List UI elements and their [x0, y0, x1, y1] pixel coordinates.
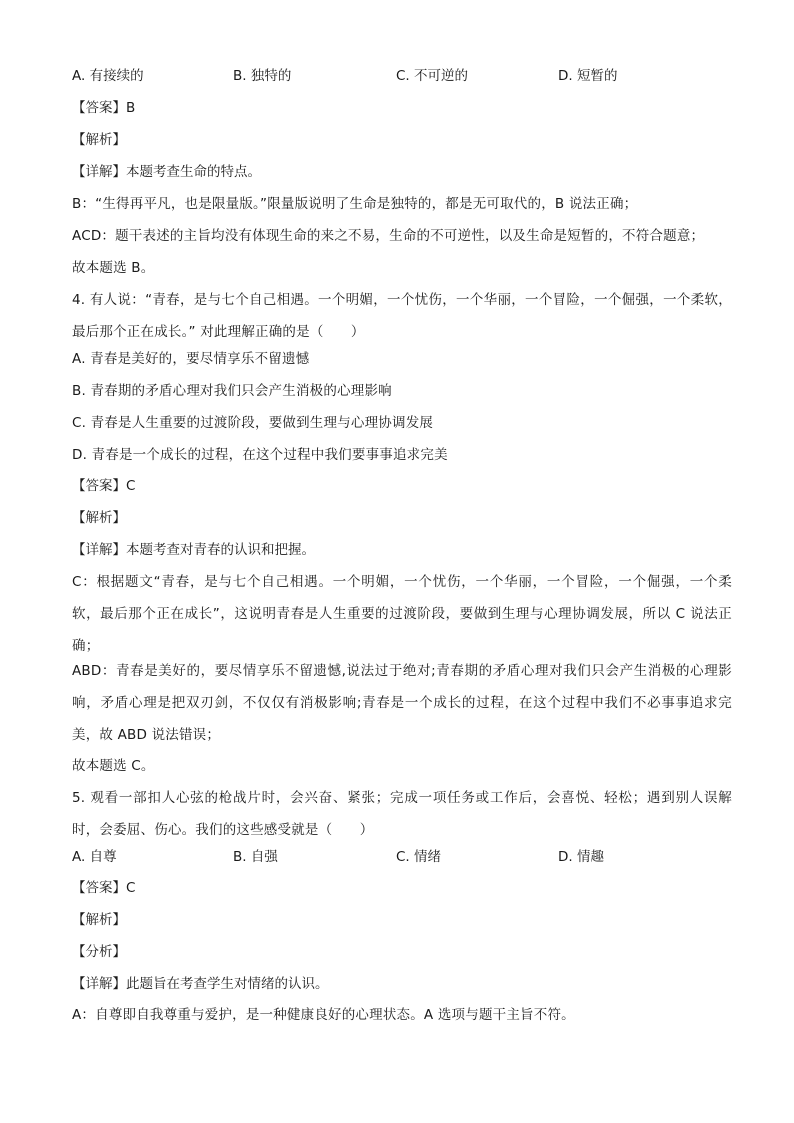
- q5-explanation-a: A：自尊即自我尊重与爱护，是一种健康良好的心理状态。A 选项与题干主旨不符。: [72, 1007, 575, 1023]
- q4-explanation-abd: ABD：青春是美好的，要尽情享乐不留遗憾,说法过于绝对;青春期的矛盾心理对我们只会产生消极的心理影响，矛盾心理是把双刃剑，不仅仅有消极影响;青春是一个成长的过程，在这个过程中我们不必事事追求完美，故 ABD 说法错误；: [72, 663, 732, 743]
- q5-option-b: B. 自强: [233, 849, 278, 865]
- q3-explanation-b: B：“生得再平凡，也是限量版。”限量版说明了生命是独特的，都是无可取代的，B 说法正确；: [72, 196, 638, 212]
- q5-option-a: A. 自尊: [72, 849, 117, 865]
- q5-analysis-heading: 【解析】: [72, 912, 126, 928]
- q3-option-d: D. 短暂的: [558, 68, 618, 84]
- q4-stem: 4. 有人说：“青春，是与七个自己相遇。一个明媚，一个忧伤，一个华丽，一个冒险，一个倔强，一个柔软，最后那个正在成长。” 对此理解正确的是（ ）: [72, 292, 732, 340]
- q3-explanation-acd: ACD：题干表述的主旨均没有体现生命的来之不易，生命的不可逆性，以及生命是短暂的，不符合题意；: [72, 228, 705, 244]
- q3-option-b: B. 独特的: [233, 68, 292, 84]
- q3-conclusion: 故本题选 B。: [72, 260, 155, 276]
- q3-options: [72, 67, 732, 85]
- q5-stem: 5. 观看一部扣人心弦的枪战片时，会兴奋、紧张；完成一项任务或工作后，会喜悦、轻松；遇到别人误解时，会委屈、伤心。我们的这些感受就是（ ）: [72, 790, 732, 838]
- q5-detail: 【详解】此题旨在考查学生对情绪的认识。: [72, 976, 329, 992]
- q4-option-b: B. 青春期的矛盾心理对我们只会产生消极的心理影响: [72, 383, 392, 399]
- q5-options: [72, 848, 732, 866]
- q3-detail: 【详解】本题考查生命的特点。: [72, 164, 261, 180]
- q4-detail: 【详解】本题考查对青春的认识和把握。: [72, 542, 315, 558]
- q4-analysis-heading: 【解析】: [72, 510, 126, 526]
- q3-option-a: A. 有接续的: [72, 68, 144, 84]
- q3-analysis-heading: 【解析】: [72, 132, 126, 148]
- q5-option-c: C. 情绪: [396, 849, 442, 865]
- q4-answer: 【答案】C: [72, 478, 136, 494]
- q5-answer: 【答案】C: [72, 880, 136, 896]
- q4-explanation-c: C：根据题文“青春，是与七个自己相遇。一个明媚，一个忧伤，一个华丽，一个冒险，一个倔强，一个柔软，最后那个正在成长”，这说明青春是人生重要的过渡阶段，要做到生理与心理协调发展，所以 C 说法正确；: [72, 574, 732, 654]
- q5-fenxi-heading: 【分析】: [72, 944, 126, 960]
- q4-conclusion: 故本题选 C。: [72, 758, 155, 774]
- q3-answer: 【答案】B: [72, 100, 136, 116]
- q4-option-d: D. 青春是一个成长的过程，在这个过程中我们要事事追求完美: [72, 447, 448, 463]
- q4-option-c: C. 青春是人生重要的过渡阶段，要做到生理与心理协调发展: [72, 415, 434, 431]
- q5-option-d: D. 情趣: [558, 849, 604, 865]
- q4-option-a: A. 青春是美好的，要尽情享乐不留遗憾: [72, 351, 310, 367]
- q3-option-c: C. 不可逆的: [396, 68, 469, 84]
